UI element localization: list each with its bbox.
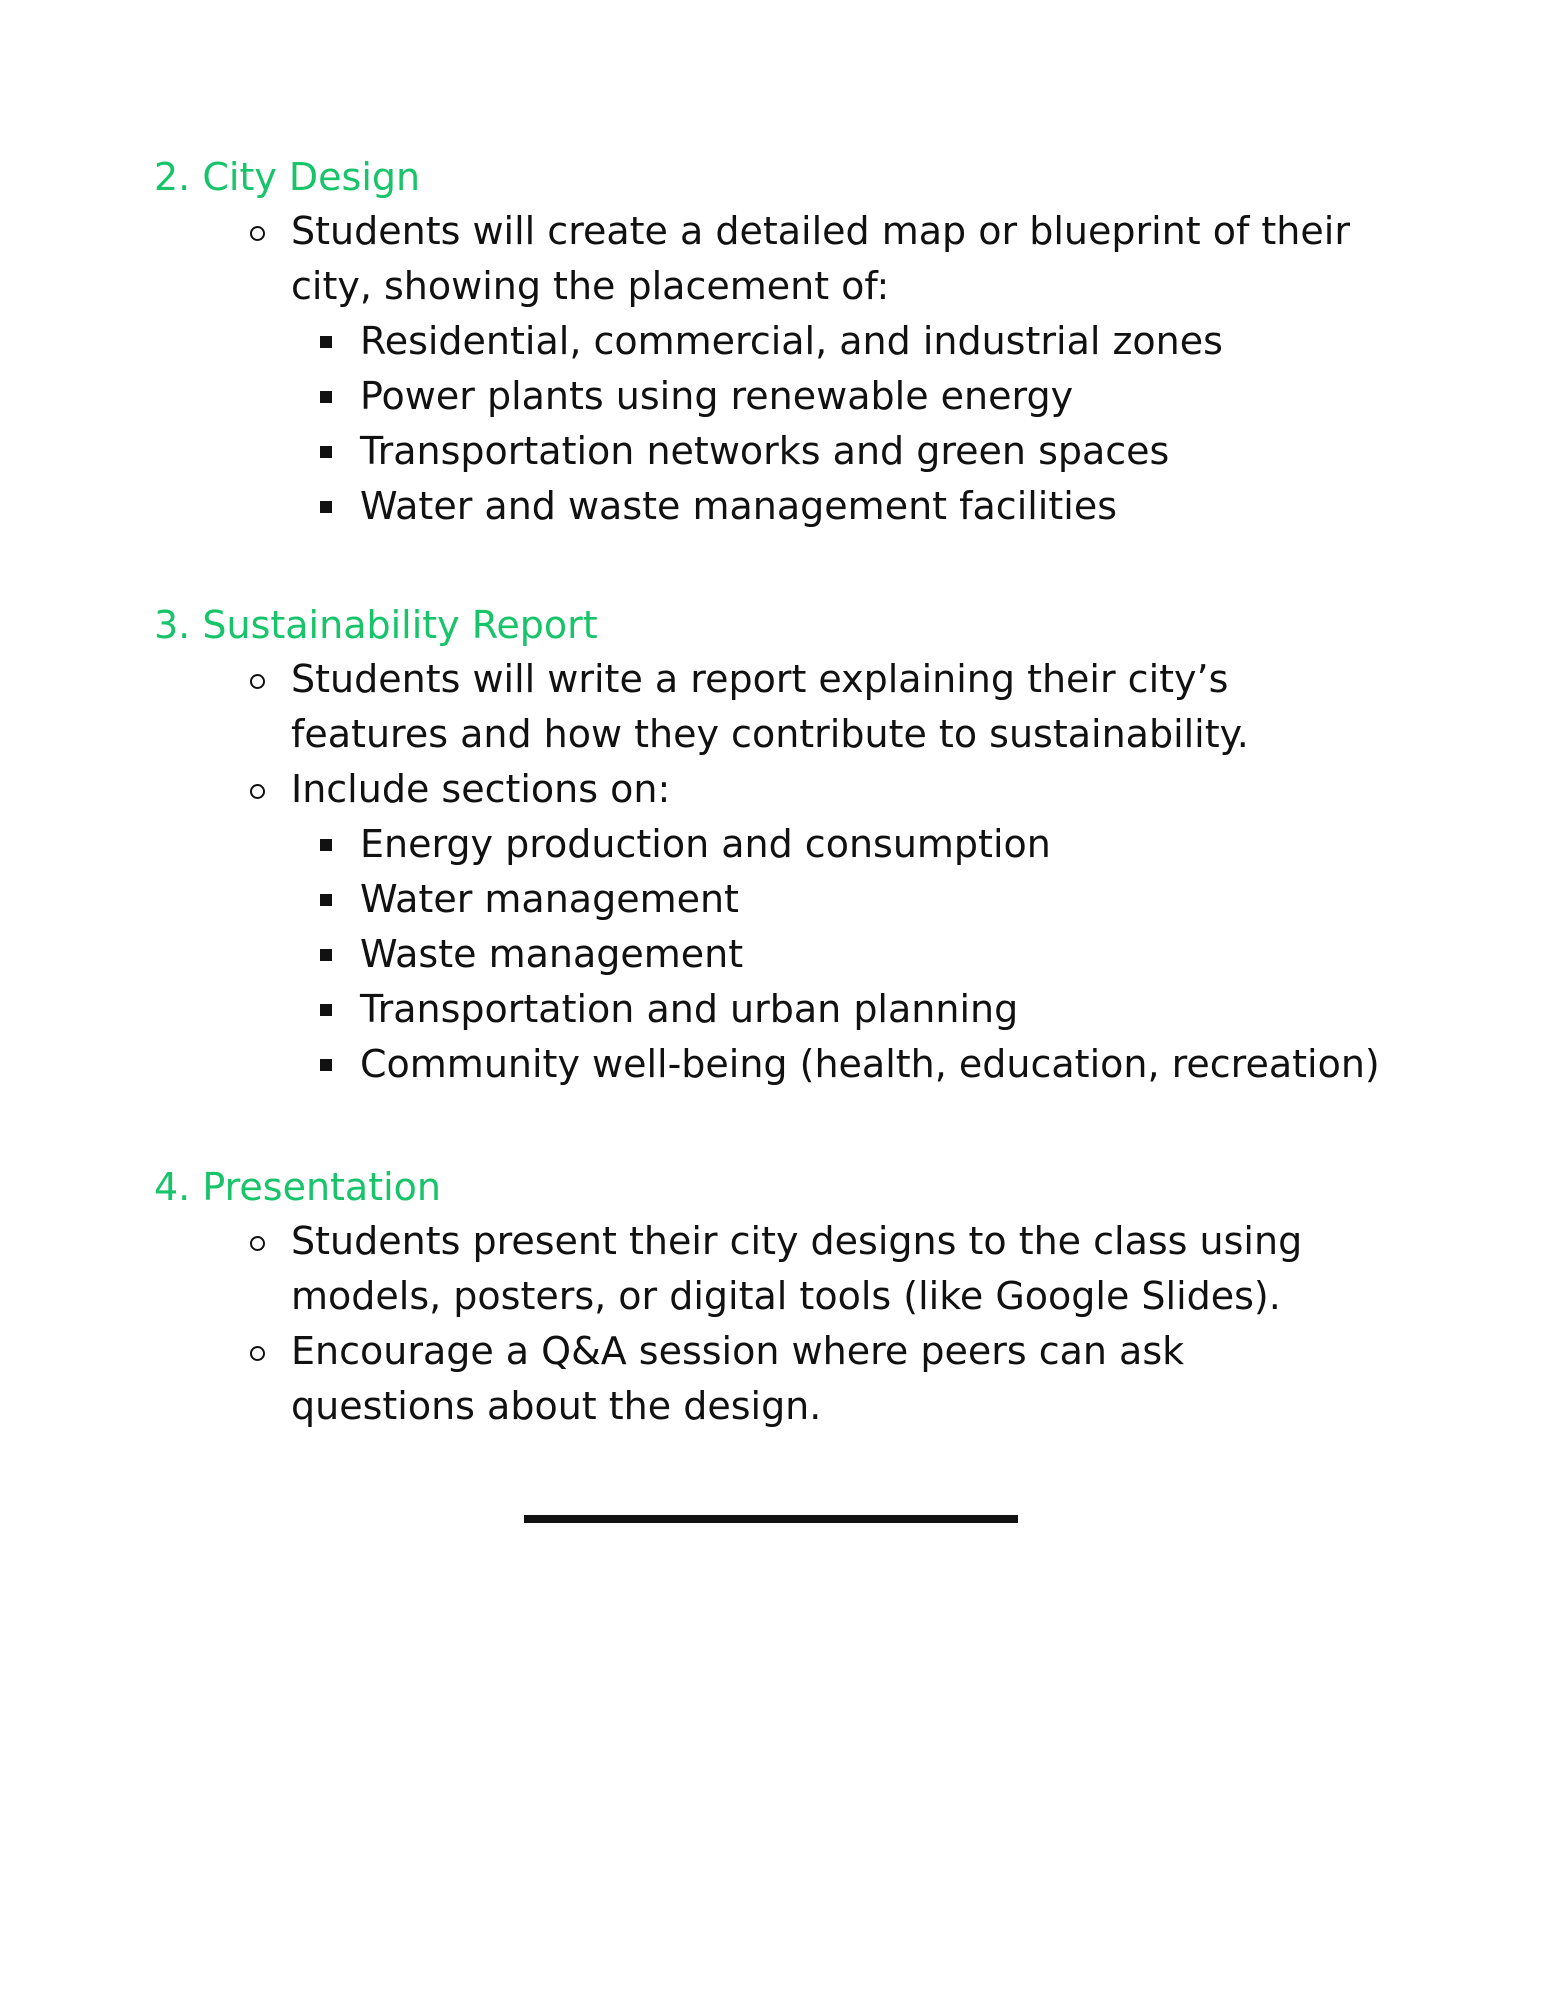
section-city-design bbox=[154, 150, 1404, 534]
list-item-text: Students present their city designs to the class using models, posters, or digital tools (like Google Slides). bbox=[291, 1219, 1303, 1318]
sub-list-item-text: Water management bbox=[360, 877, 739, 921]
list-item bbox=[154, 762, 1404, 1092]
section-title: City Design bbox=[202, 155, 421, 199]
section-presentation bbox=[154, 1160, 1404, 1434]
section-number: 2. bbox=[154, 155, 191, 199]
square-bullet-icon bbox=[320, 336, 332, 348]
sub-list-item bbox=[291, 314, 1404, 369]
sub-bullet-list bbox=[154, 817, 1404, 1092]
sub-list-item bbox=[291, 1037, 1404, 1092]
section-title: Sustainability Report bbox=[202, 603, 598, 647]
list-item-text: Encourage a Q&A session where peers can ask questions about the design. bbox=[291, 1329, 1185, 1428]
square-bullet-icon bbox=[320, 446, 332, 458]
sub-list-item-text: Water and waste management facilities bbox=[360, 484, 1117, 528]
list-item bbox=[154, 204, 1404, 534]
sub-bullet-list bbox=[154, 314, 1404, 534]
hollow-circle-bullet-icon bbox=[250, 1346, 265, 1361]
hollow-circle-bullet-icon bbox=[250, 784, 265, 799]
hollow-circle-bullet-icon bbox=[250, 674, 265, 689]
square-bullet-icon bbox=[320, 949, 332, 961]
sub-list-item-text: Transportation and urban planning bbox=[360, 987, 1019, 1031]
list-item bbox=[154, 1214, 1404, 1324]
sub-list-item-text: Energy production and consumption bbox=[360, 822, 1051, 866]
list-item bbox=[154, 652, 1404, 762]
section-number: 3. bbox=[154, 603, 191, 647]
sub-list-item bbox=[291, 982, 1404, 1037]
list-item-text: Students will write a report explaining their city’s features and how they contribute to sustainability. bbox=[291, 657, 1249, 756]
section-heading bbox=[154, 150, 1404, 204]
sub-list-item bbox=[291, 424, 1404, 479]
sub-list-item-text: Residential, commercial, and industrial zones bbox=[360, 319, 1223, 363]
sub-list-item-text: Transportation networks and green spaces bbox=[360, 429, 1170, 473]
square-bullet-icon bbox=[320, 839, 332, 851]
hollow-circle-bullet-icon bbox=[250, 1236, 265, 1251]
section-heading bbox=[154, 1160, 1404, 1214]
square-bullet-icon bbox=[320, 1059, 332, 1071]
bullet-list bbox=[154, 1214, 1404, 1434]
sub-list-item bbox=[291, 872, 1404, 927]
bullet-list bbox=[154, 204, 1404, 534]
sub-list-item bbox=[291, 927, 1404, 982]
square-bullet-icon bbox=[320, 1004, 332, 1016]
sub-list-item-text: Community well-being (health, education, recreation) bbox=[360, 1042, 1380, 1086]
square-bullet-icon bbox=[320, 501, 332, 513]
section-sustainability-report bbox=[154, 598, 1404, 1092]
hollow-circle-bullet-icon bbox=[250, 226, 265, 241]
sub-list-item-text: Power plants using renewable energy bbox=[360, 374, 1074, 418]
horizontal-divider bbox=[524, 1515, 1018, 1523]
square-bullet-icon bbox=[320, 391, 332, 403]
square-bullet-icon bbox=[320, 894, 332, 906]
section-heading bbox=[154, 598, 1404, 652]
sub-list-item bbox=[291, 479, 1404, 534]
list-item-text: Include sections on: bbox=[291, 767, 671, 811]
sub-list-item bbox=[291, 369, 1404, 424]
list-item-text: Students will create a detailed map or blueprint of their city, showing the placement of: bbox=[291, 209, 1350, 308]
list-item bbox=[154, 1324, 1404, 1434]
section-number: 4. bbox=[154, 1165, 191, 1209]
sub-list-item bbox=[291, 817, 1404, 872]
bullet-list bbox=[154, 652, 1404, 1092]
section-title: Presentation bbox=[202, 1165, 442, 1209]
sub-list-item-text: Waste management bbox=[360, 932, 744, 976]
